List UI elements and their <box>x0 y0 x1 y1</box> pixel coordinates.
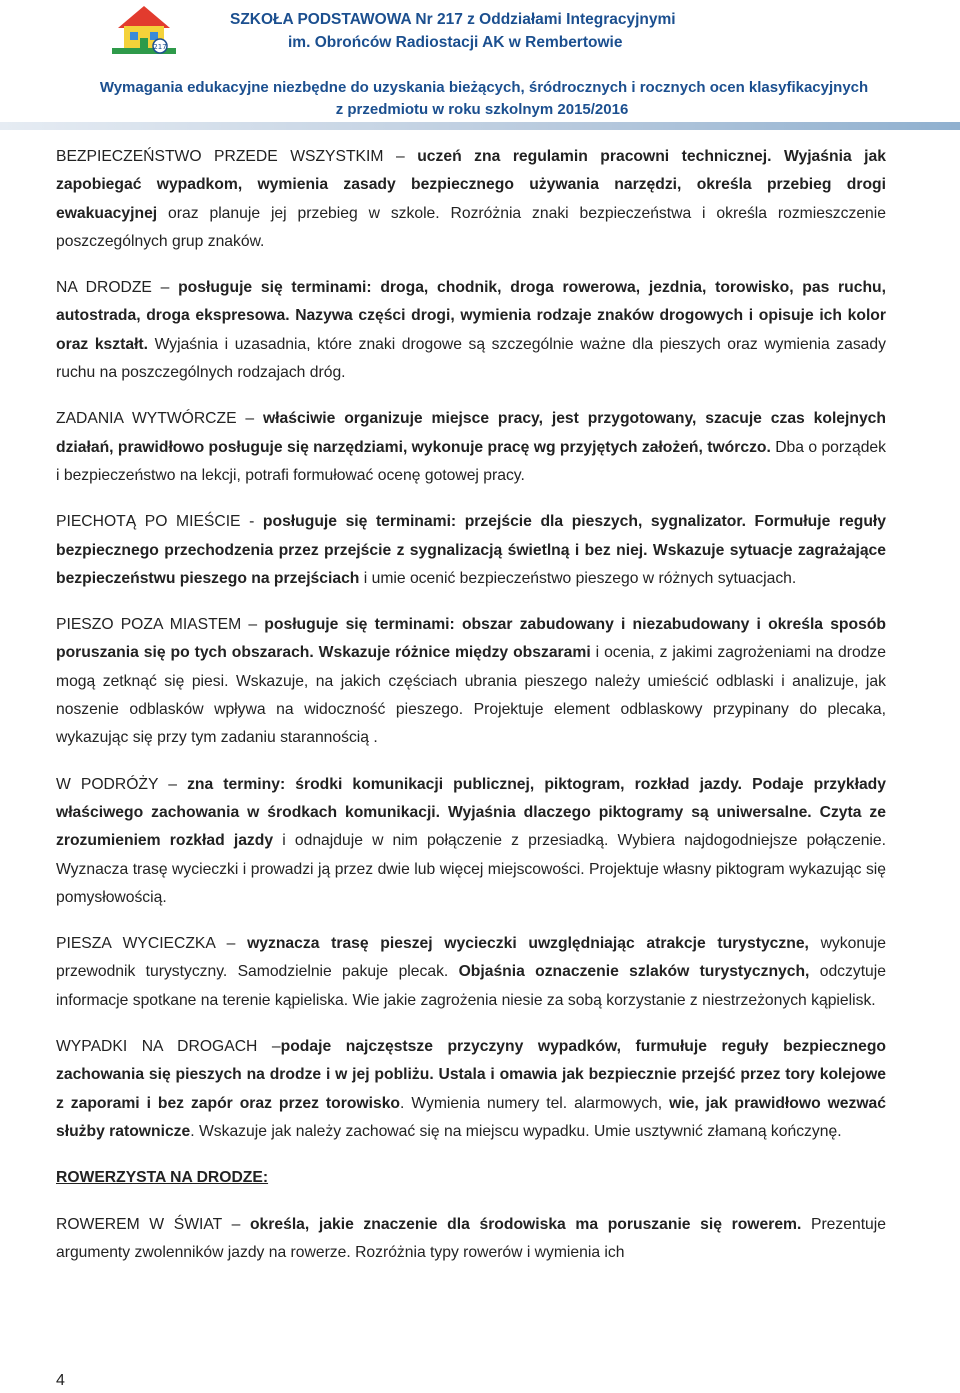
requirement-paragraph <box>56 508 886 593</box>
text: . Wymienia numery tel. alarmowych, <box>400 1094 670 1112</box>
requirement-paragraph <box>56 611 886 752</box>
bold-text: posługuje się terminami: droga, chodnik, droga rowerowa, jezdnia, torowisko, pas ruchu, autostrada, droga ekspresowa. Nazywa części drogi, wymienia rodzaje znaków drogowych i opisuje ich kolor oraz kształt. <box>56 279 886 353</box>
text: i ocenia, z jakimi zagrożeniami na drodze mogą zetknąć się piesi. Wskazuje, na jakich częściach ubrania pieszego należy umieścić odblaski i analizuje, jak noszenie odblasków wpływa na widoczność pieszego. Projektuje element odblaskowy przypinany do plecaka, wykazując się przy tym zadaniu starannością . <box>56 644 886 747</box>
requirement-paragraph <box>56 1033 886 1146</box>
paragraph-title: ROWEREM W ŚWIAT – <box>56 1215 241 1233</box>
paragraph-title: PIECHOTĄ PO MIEŚCIE - <box>56 513 255 531</box>
section-heading: ROWERZYSTA NA DRODZE: <box>56 1169 269 1187</box>
text: oraz planuje jej przebieg w szkole. Rozróżnia znaki bezpieczeństwa i określa rozmieszczenie poszczególnych grup znaków. <box>56 204 886 250</box>
requirement-paragraph <box>56 405 886 490</box>
requirement-paragraph <box>56 274 886 387</box>
bold-text: Objaśnia oznaczenie szlaków turystycznych, <box>458 963 810 981</box>
document-body <box>56 143 886 1285</box>
text: i odnajduje w nim połączenie z przesiadką. Wybiera najdogodniejsze połączenie. Wyznacza trasę wycieczki i prowadzi ją przez dwie lub więcej miejscowości. Projektuje własny piktogram wykazując się pomysłowością. <box>56 832 886 906</box>
bold-text: wie, jak prawidłowo wezwać służby ratownicze <box>56 1094 887 1140</box>
text: Wyjaśnia i uzasadnia, które znaki drogowe są szczególnie ważne dla pieszych oraz wymienia zasady ruchu na poszczególnych rodzajach dróg. <box>56 335 886 382</box>
paragraph-title: PIESZA WYCIECZKA – <box>56 935 236 953</box>
page-number: 4 <box>56 1372 65 1389</box>
school-patron: im. Obrońców Radiostacji AK w Rembertowie <box>288 34 623 51</box>
bold-text: wyznacza trasę pieszej wycieczki uwzględniając atrakcje turystyczne, <box>235 935 809 953</box>
paragraph-title: BEZPIECZEŃSTWO PRZEDE WSZYSTKIM – <box>56 148 405 165</box>
paragraph-title: W PODRÓŻY – <box>56 775 177 793</box>
text: Dba o porządek i bezpieczeństwo na lekcji, potrafi formułować ocenę gotowej pracy. <box>56 438 886 484</box>
paragraph-title: WYPADKI NA DROGACH – <box>56 1038 281 1056</box>
requirement-paragraph <box>56 930 886 1015</box>
svg-text:217: 217 <box>153 43 167 51</box>
document-title: Wymagania edukacyjne niezbędne do uzyskania bieżących, śródrocznych i rocznych ocen klasyfikacyjnych <box>99 79 869 96</box>
text: odczytuje informacje spotkane na terenie kąpieliska. Wie jakie zagrożenia niesie za sobą korzystanie z niestrzeżonych kąpielisk. <box>56 963 886 1009</box>
bold-text: uczeń zna regulamin pracowni technicznej. Wyjaśnia jak zapobiegać wypadkom, wymienia zasady bezpiecznego używania narzędzi, określa przebieg drogi ewakuacyjnej <box>56 148 886 222</box>
bold-text: zna terminy: środki komunikacji publicznej, piktogram, rozkład jazdy. Podaje przykłady właściwego zachowania w środkach komunikacji. Wyjaśnia dlaczego piktogramy są uniwersalne. Czyta ze zrozumieniem rozkład jazdy <box>56 775 886 850</box>
requirement-paragraph <box>56 143 886 256</box>
school-name: SZKOŁA PODSTAWOWA Nr 217 z Oddziałami Integracyjnymi <box>230 11 676 28</box>
requirements-list <box>56 143 886 1146</box>
paragraph-title: PIESZO POZA MIASTEM – <box>56 616 258 634</box>
header-divider <box>0 122 960 130</box>
bold-text: właściwie organizuje miejsce pracy, jest przygotowany, szacuje czas kolejnych działań, prawidłowo posługuje się narzędziami, wykonuje pracę wg przyjętych założeń, twórczo. <box>56 410 886 456</box>
bold-text: posługuje się terminami: przejście dla pieszych, sygnalizator. Formułuje reguły bezpiecznego przechodzenia przez przejście z sygnalizacją świetlną i bez niej. Wskazuje sytuacje zagrażające bezpieczeństwu pieszego na przejściach <box>56 513 886 587</box>
document-subtitle: z przedmiotu w roku szkolnym 2015/2016 <box>335 101 629 118</box>
paragraph-title: NA DRODZE – <box>56 279 170 297</box>
bold-text: posługuje się terminami: obszar zabudowany i niezabudowany i określa sposób poruszania się po tych obszarach. Wskazuje różnice między obszarami <box>56 616 886 662</box>
bold-text: podaje najczęstsze przyczyny wypadków, furmułuje reguły bezpiecznego zachowania się pieszych na drodze i w jej pobliżu. Ustala i omawia jak bezpiecznie przejść przez tory kolejowe z zaporami i bez zapór oraz przez torowisko <box>56 1038 886 1112</box>
paragraph-title: ZADANIA WYTWÓRCZE – <box>56 410 255 428</box>
requirements-list-continued <box>56 1211 886 1268</box>
page-header <box>0 0 960 132</box>
requirement-paragraph <box>56 1211 886 1268</box>
text: wykonuje przewodnik turystyczny. Samodzielnie pakuje plecak. <box>56 935 886 981</box>
text: i umie ocenić bezpieczeństwo pieszego w różnych sytuacjach. <box>359 569 797 587</box>
bold-text: określa, jakie znaczenie dla środowiska ma poruszanie się rowerem. <box>240 1215 802 1233</box>
text: . Wskazuje jak należy zachować się na miejscu wypadku. Umie usztywnić złamaną kończynę. <box>190 1122 842 1140</box>
school-house-logo-icon <box>110 2 178 56</box>
text: Prezentuje argumenty zwolenników jazdy na rowerze. Rozróżnia typy rowerów i wymienia ich <box>56 1215 886 1261</box>
requirement-paragraph <box>56 771 886 912</box>
